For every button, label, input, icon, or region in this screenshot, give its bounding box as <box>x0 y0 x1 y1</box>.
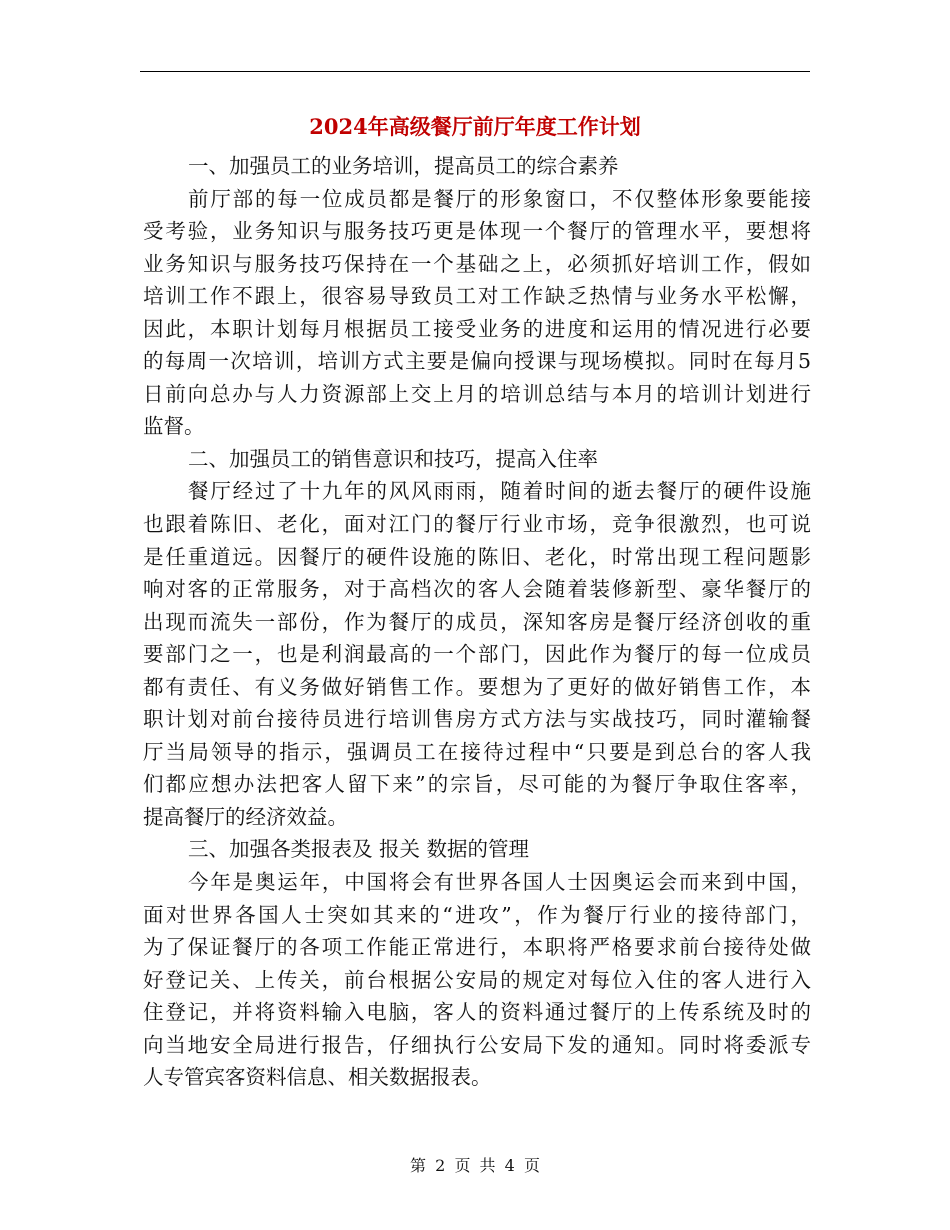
document-body <box>143 150 811 1094</box>
footer-total-pages: 4 <box>504 1156 515 1175</box>
paragraph-line: 要部门之一，也是利润最高的一个部门，因此作为餐厅的每一位成员 <box>143 642 811 667</box>
paragraph-line: 好登记关、上传关，前台根据公安局的规定对每位入住的客人进行入 <box>143 967 811 992</box>
paragraph-line: 提高餐厅的经济效益。 <box>143 804 348 829</box>
paragraph-line: 因此，本职计划每月根据员工接受业务的进度和运用的情况进行必要 <box>143 316 811 341</box>
paragraph-line: 厅当局领导的指示，强调员工在接待过程中“只要是到总台的客人我 <box>143 739 811 764</box>
paragraph-line: 为了保证餐厅的各项工作能正常进行，本职将严格要求前台接待处做 <box>143 935 811 960</box>
footer-middle: 页 <box>454 1156 471 1175</box>
paragraph-line: 的每周一次培训，培训方式主要是偏向授课与现场模拟。同时在每月5 <box>143 349 811 374</box>
paragraph-line: 响对客的正常服务，对于高档次的客人会随着装修新型、豪华餐厅的 <box>143 577 811 602</box>
paragraph-line: 住登记，并将资料输入电脑，客人的资料通过餐厅的上传系统及时的 <box>143 1000 811 1025</box>
paragraph-line: 今年是奥运年，中国将会有世界各国人士因奥运会而来到中国， <box>188 870 811 895</box>
footer-suffix: 页 <box>523 1156 540 1175</box>
paragraph-line: 也跟着陈旧、老化，面对江门的餐厅行业市场，竞争很激烈，也可说 <box>143 512 811 537</box>
footer-total-label: 共 <box>479 1156 496 1175</box>
paragraph-line: 前厅部的每一位成员都是餐厅的形象窗口，不仅整体形象要能接 <box>188 186 811 211</box>
paragraph-line: 出现而流失一部份，作为餐厅的成员，深知客房是餐厅经济创收的重 <box>143 609 811 634</box>
paragraph-line: 受考验，业务知识与服务技巧更是体现一个餐厅的管理水平，要想将 <box>143 219 811 244</box>
section-heading-1: 一、加强员工的业务培训，提高员工的综合素养 <box>188 154 619 178</box>
page-footer <box>0 1155 950 1177</box>
footer-current-page: 2 <box>435 1156 446 1175</box>
paragraph-line: 业务知识与服务技巧保持在一个基础之上，必须抓好培训工作，假如 <box>143 251 811 276</box>
footer-prefix: 第 <box>410 1156 427 1175</box>
paragraph-line: 是任重道远。因餐厅的硬件设施的陈旧、老化，时常出现工程问题影 <box>143 544 811 569</box>
section-heading-3: 三、加强各类报表及 报关 数据的管理 <box>188 837 530 862</box>
paragraph-line: 都有责任、有义务做好销售工作。要想为了更好的做好销售工作，本 <box>143 674 811 699</box>
paragraph-line: 向当地安全局进行报告，仔细执行公安局下发的通知。同时将委派专 <box>143 1032 811 1057</box>
section-heading-2: 二、加强员工的销售意识和技巧，提高入住率 <box>188 446 598 471</box>
paragraph-line: 人专管宾客资料信息、相关数据报表。 <box>143 1065 492 1090</box>
paragraph-line: 们都应想办法把客人留下来”的宗旨，尽可能的为餐厅争取住客率， <box>143 772 811 797</box>
paragraph-line: 日前向总办与人力资源部上交上月的培训总结与本月的培训计划进行 <box>143 381 811 406</box>
paragraph-line: 职计划对前台接待员进行培训售房方式方法与实战技巧，同时灌输餐 <box>143 707 811 732</box>
paragraph-line: 面对世界各国人士突如其来的“进攻”，作为餐厅行业的接待部门， <box>143 902 811 927</box>
document-title: 2024年高级餐厅前厅年度工作计划 <box>309 114 641 139</box>
paragraph-line: 餐厅经过了十九年的风风雨雨，随着时间的逝去餐厅的硬件设施 <box>188 479 811 504</box>
paragraph-line: 培训工作不跟上，很容易导致员工对工作缺乏热情与业务水平松懈， <box>143 284 811 309</box>
paragraph-line: 监督。 <box>143 414 205 439</box>
header-rule <box>140 71 810 72</box>
